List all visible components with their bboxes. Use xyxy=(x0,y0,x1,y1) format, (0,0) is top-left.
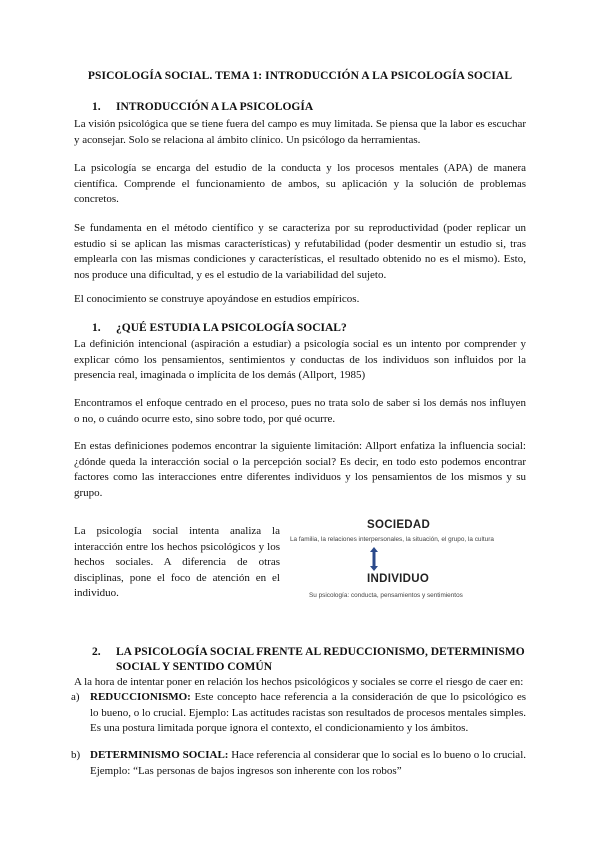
paragraph: La definición intencional (aspiración a estudiar) a psicología social es un intento por comprender y explicar cómo los pensamientos, sentimientos y conductas de los individuos son influidos por la presencia real, imaginada o implícita de los demás (Allport, 1985) xyxy=(74,338,526,382)
paragraph: El conocimiento se construye apoyándose en estudios empíricos. xyxy=(74,293,360,305)
section-number: 1. xyxy=(92,322,101,334)
diagram-top-label: SOCIEDAD xyxy=(367,519,431,531)
section-title: INTRODUCCIÓN A LA PSICOLOGÍA xyxy=(116,101,314,113)
section-number: 2. xyxy=(92,646,101,658)
list-label: b) xyxy=(71,749,81,761)
section-number: 1. xyxy=(92,101,101,113)
paragraph: Encontramos el enfoque centrado en el proceso, pues no trata solo de saber si los demás nos influyen o no, o cuándo ocurre esto, sino sobre todo, por qué ocurre. xyxy=(74,397,526,425)
paragraph: En estas definiciones podemos encontrar la siguiente limitación: Allport enfatiza la influencia social: ¿dónde queda la interacción social o la percepción social? Es decir, en todo esto podemos encontrar factores como las interacciones entre diferentes individuos y los pensamientos de los mismos y su grupo. xyxy=(74,440,526,499)
list-text: Hace referencia al considerar que lo social es lo bueno o lo crucial. Ejemplo: “Las personas de bajos ingresos son inherente con los robos” xyxy=(90,749,526,777)
list-item xyxy=(71,748,526,779)
section-heading-reduccionismo xyxy=(92,645,532,675)
list-label: a) xyxy=(71,691,80,703)
paragraph: A la hora de intentar poner en relación los hechos psicológicos y sociales se corre el riesgo de caer en: xyxy=(74,676,524,688)
side-paragraph: La psicología social intenta analiza la interacción entre los hechos psicológicos y los hechos sociales. A diferencia de otras disciplinas, pone el foco de atención en el individuo. xyxy=(74,525,280,600)
list-text: Este concepto hace referencia a la consideración de que lo psicológico es lo bueno, o lo crucial. Ejemplo: Las actitudes racistas son resultados de procesos mentales simples. Es una postura limitada porque ignora el contexto, el condicionamiento y los ámbitos. xyxy=(90,691,526,735)
diagram-top-sublabel: La familia, la relaciones interpersonales, la situación, el grupo, la cultura xyxy=(290,536,494,543)
section-title-line1: LA PSICOLOGÍA SOCIAL FRENTE AL REDUCCIONISMO, DETERMINISMO xyxy=(116,646,525,658)
paragraph: Se fundamenta en el método científico y se caracteriza por su reproductividad (poder replicar un estudio si se aplican las mismas características) y refutabilidad (poder desmentir un estudio si, tras emplearla con las mismas condiciones y características, el resultado obtenido no es el mismo). Esto, nos produce una dificultad, y es el estudio de la variabilidad del sujeto. xyxy=(74,222,526,281)
list-term: REDUCCIONISMO: xyxy=(90,691,191,703)
society-individual-diagram xyxy=(287,515,525,609)
section-heading-introduccion xyxy=(92,101,313,113)
section-title: ¿QUÉ ESTUDIA LA PSICOLOGÍA SOCIAL? xyxy=(116,322,347,334)
section-title-line2: SOCIAL Y SENTIDO COMÚN xyxy=(116,661,273,673)
document-title: PSICOLOGÍA SOCIAL. TEMA 1: INTRODUCCIÓN A LA PSICOLOGÍA SOCIAL xyxy=(87,70,513,82)
paragraph: La psicología se encarga del estudio de la conducta y los procesos mentales (APA) de manera científica. Comprende el funcionamiento de ambos, su aplicación y la solución de problemas concretos. xyxy=(74,162,526,206)
paragraph: La visión psicológica que se tiene fuera del campo es muy limitada. Se piensa que la labor es escuchar y aconsejar. Solo se relaciona al ámbito clínico. Un psicólogo da herramientas. xyxy=(74,118,526,146)
diagram-bottom-sublabel: Su psicología: conducta, pensamientos y sentimientos xyxy=(309,592,463,599)
double-arrow-icon xyxy=(369,547,379,571)
list-term: DETERMINISMO SOCIAL: xyxy=(90,749,229,761)
diagram-bottom-label: INDIVIDUO xyxy=(367,573,430,585)
section-heading-que-estudia xyxy=(92,322,347,334)
list-item xyxy=(71,690,526,737)
